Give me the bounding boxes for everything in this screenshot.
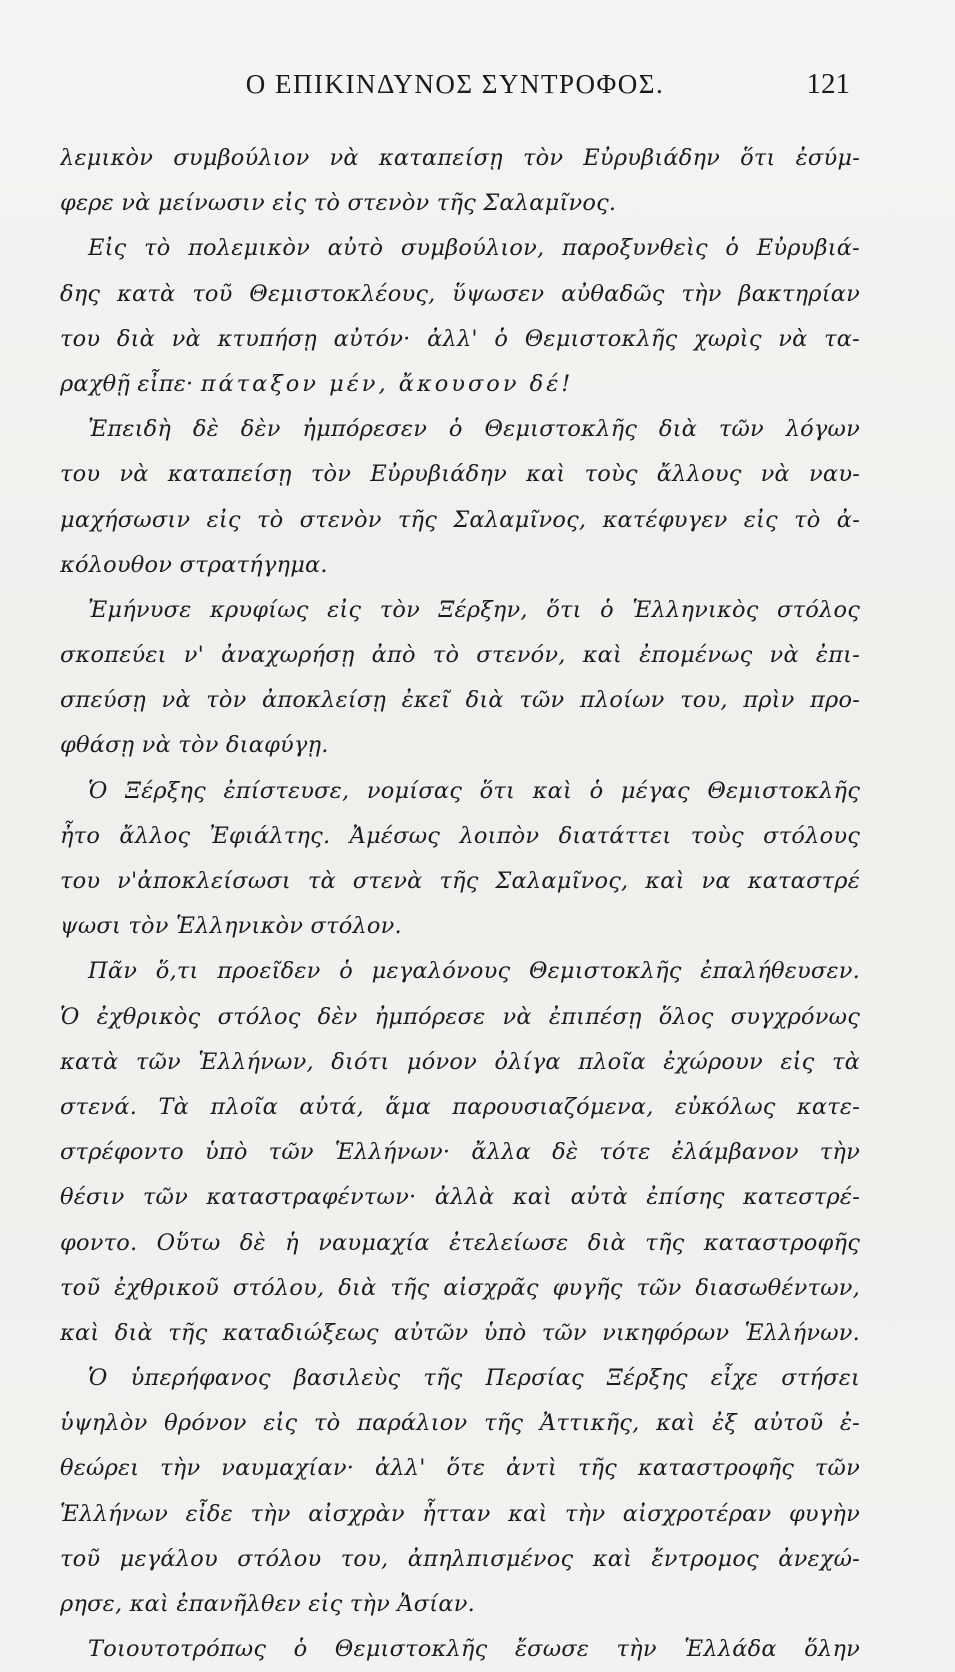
text-line: Πᾶν ὅ,τι προεῖδεν ὁ μεγαλόνους Θεμιστοκλῆς ἐπαλήθευσεν.	[88, 958, 860, 985]
text-line: δης κατὰ τοῦ Θεμιστοκλέους, ὕψωσεν αὐθαδῶς τὴν βακτηρίαν	[60, 280, 860, 307]
text-line: ψωσι τὸν Ἑλληνικὸν στόλον.	[60, 913, 402, 940]
text-line: σπεύσῃ νὰ τὸν ἀποκλείσῃ ἐκεῖ διὰ τῶν πλοίων του, πρὶν προ-	[60, 687, 860, 714]
text-line: του νὰ καταπείσῃ τὸν Εὐρυβιάδην καὶ τοὺς ἄλλους νὰ ναυ-	[60, 461, 860, 488]
text-line: λεμικὸν συμβούλιον νὰ καταπείσῃ τὸν Εὐρυβιάδην ὅτι ἐσύμ-	[60, 145, 860, 171]
text-line: στενά. Τὰ πλοῖα αὐτά, ἅμα παρουσιαζόμενα, εὐκόλως κατε-	[60, 1093, 860, 1120]
text-line: θέσιν τῶν καταστραφέντων· ἀλλὰ καὶ αὐτὰ ἐπίσης κατεστρέ-	[60, 1184, 860, 1211]
text-line: φοντο. Οὕτω δὲ ἡ ναυμαχία ἐτελείωσε διὰ τῆς καταστροφῆς	[60, 1229, 860, 1256]
text-line: Ἑλλήνων εἶδε τὴν αἰσχρὰν ἧτταν καὶ τὴν αἰσχροτέραν φυγὴν	[60, 1500, 860, 1527]
text-line: Ὁ Ξέρξης ἐπίστευσε, νομίσας ὅτι καὶ ὁ μέγας Θεμιστοκλῆς	[88, 777, 860, 804]
text-line	[60, 362, 860, 407]
text-line: ὑψηλὸν θρόνον εἰς τὸ παράλιον τῆς Ἀττικῆς, καὶ ἐξ αὐτοῦ ἐ-	[60, 1410, 860, 1437]
body-text	[60, 136, 860, 1672]
text-line: ρησε, καὶ ἐπανῆλθεν εἰς τὴν Ἀσίαν.	[60, 1591, 475, 1617]
text-line-start: ραχθῇ εἶπε·	[60, 370, 201, 397]
text-line: Ἐπειδὴ δὲ δὲν ἠμπόρεσεν ὁ Θεμιστοκλῆς διὰ τῶν λόγων	[88, 416, 860, 443]
text-line: του διὰ νὰ κτυπήσῃ αὐτόν· ἀλλ' ὁ Θεμιστοκλῆς χωρὶς νὰ τα-	[60, 325, 860, 352]
text-line: Τοιουτοτρόπως ὁ Θεμιστοκλῆς ἔσωσε τὴν Ἑλλάδα ὅλην	[88, 1636, 860, 1663]
running-head	[60, 64, 850, 104]
text-line: φθάσῃ νὰ τὸν διαφύγῃ.	[60, 732, 329, 759]
text-line: θεώρει τὴν ναυμαχίαν· ἀλλ' ὅτε ἀντὶ τῆς καταστροφῆς τῶν	[60, 1455, 860, 1482]
text-line: κατὰ τῶν Ἑλλήνων, διότι μόνον ὀλίγα πλοῖα ἐχώρουν εἰς τὰ	[60, 1048, 860, 1075]
running-title: Ο ΕΠΙΚΙΝΔΥΝΟΣ ΣΥΝΤΡΟΦΟΣ.	[245, 68, 665, 99]
emphasized-phrase: πάταξον μέν, ἄκουσον δέ!	[200, 370, 574, 397]
text-line: τοῦ μεγάλου στόλου του, ἀπηλπισμένος καὶ ἔντρομος ἀνεχώ-	[60, 1545, 860, 1572]
text-line: καὶ διὰ τῆς καταδιώξεως αὐτῶν ὑπὸ τῶν νικηφόρων Ἑλλήνων.	[60, 1319, 860, 1346]
text-line: Ἐμήνυσε κρυφίως εἰς τὸν Ξέρξην, ὅτι ὁ Ἑλληνικὸς στόλος	[88, 596, 860, 623]
text-line: τοῦ ἐχθρικοῦ στόλου, διὰ τῆς αἰσχρᾶς φυγῆς τῶν διασωθέντων,	[60, 1274, 860, 1301]
text-line: ἦτο ἄλλος Ἐφιάλτης. Ἀμέσως λοιπὸν διατάττει τοὺς στόλους	[60, 822, 860, 849]
text-line: Ὁ ἐχθρικὸς στόλος δὲν ἠμπόρεσε νὰ ἐπιπέσῃ ὅλος συγχρόνως	[60, 1003, 860, 1030]
text-line: του ν'ἀποκλείσωσι τὰ στενὰ τῆς Σαλαμῖνος, καὶ να καταστρέ	[60, 868, 860, 894]
text-line: στρέφοντο ὑπὸ τῶν Ἑλλήνων· ἄλλα δὲ τότε ἐλάμβανον τὴν	[60, 1139, 860, 1166]
text-line: σκοπεύει ν' ἀναχωρήσῃ ἀπὸ τὸ στενόν, καὶ ἐπομένως νὰ ἐπι-	[60, 642, 860, 669]
text-line: μαχήσωσιν εἰς τὸ στενὸν τῆς Σαλαμῖνος, κατέφυγεν εἰς τὸ ἀ-	[60, 506, 860, 533]
text-line: κόλουθον στρατήγημα.	[60, 551, 328, 578]
text-line: Ὁ ὑπερήφανος βασιλεὺς τῆς Περσίας Ξέρξης εἶχε στήσει	[88, 1365, 860, 1392]
text-line: Εἰς τὸ πολεμικὸν αὐτὸ συμβούλιον, παροξυνθεὶς ὁ Εὐρυβιά-	[88, 235, 860, 262]
text-line: φερε νὰ μείνωσιν εἰς τὸ στενὸν τῆς Σαλαμῖνος.	[60, 190, 617, 217]
page-number: 121	[806, 67, 850, 100]
